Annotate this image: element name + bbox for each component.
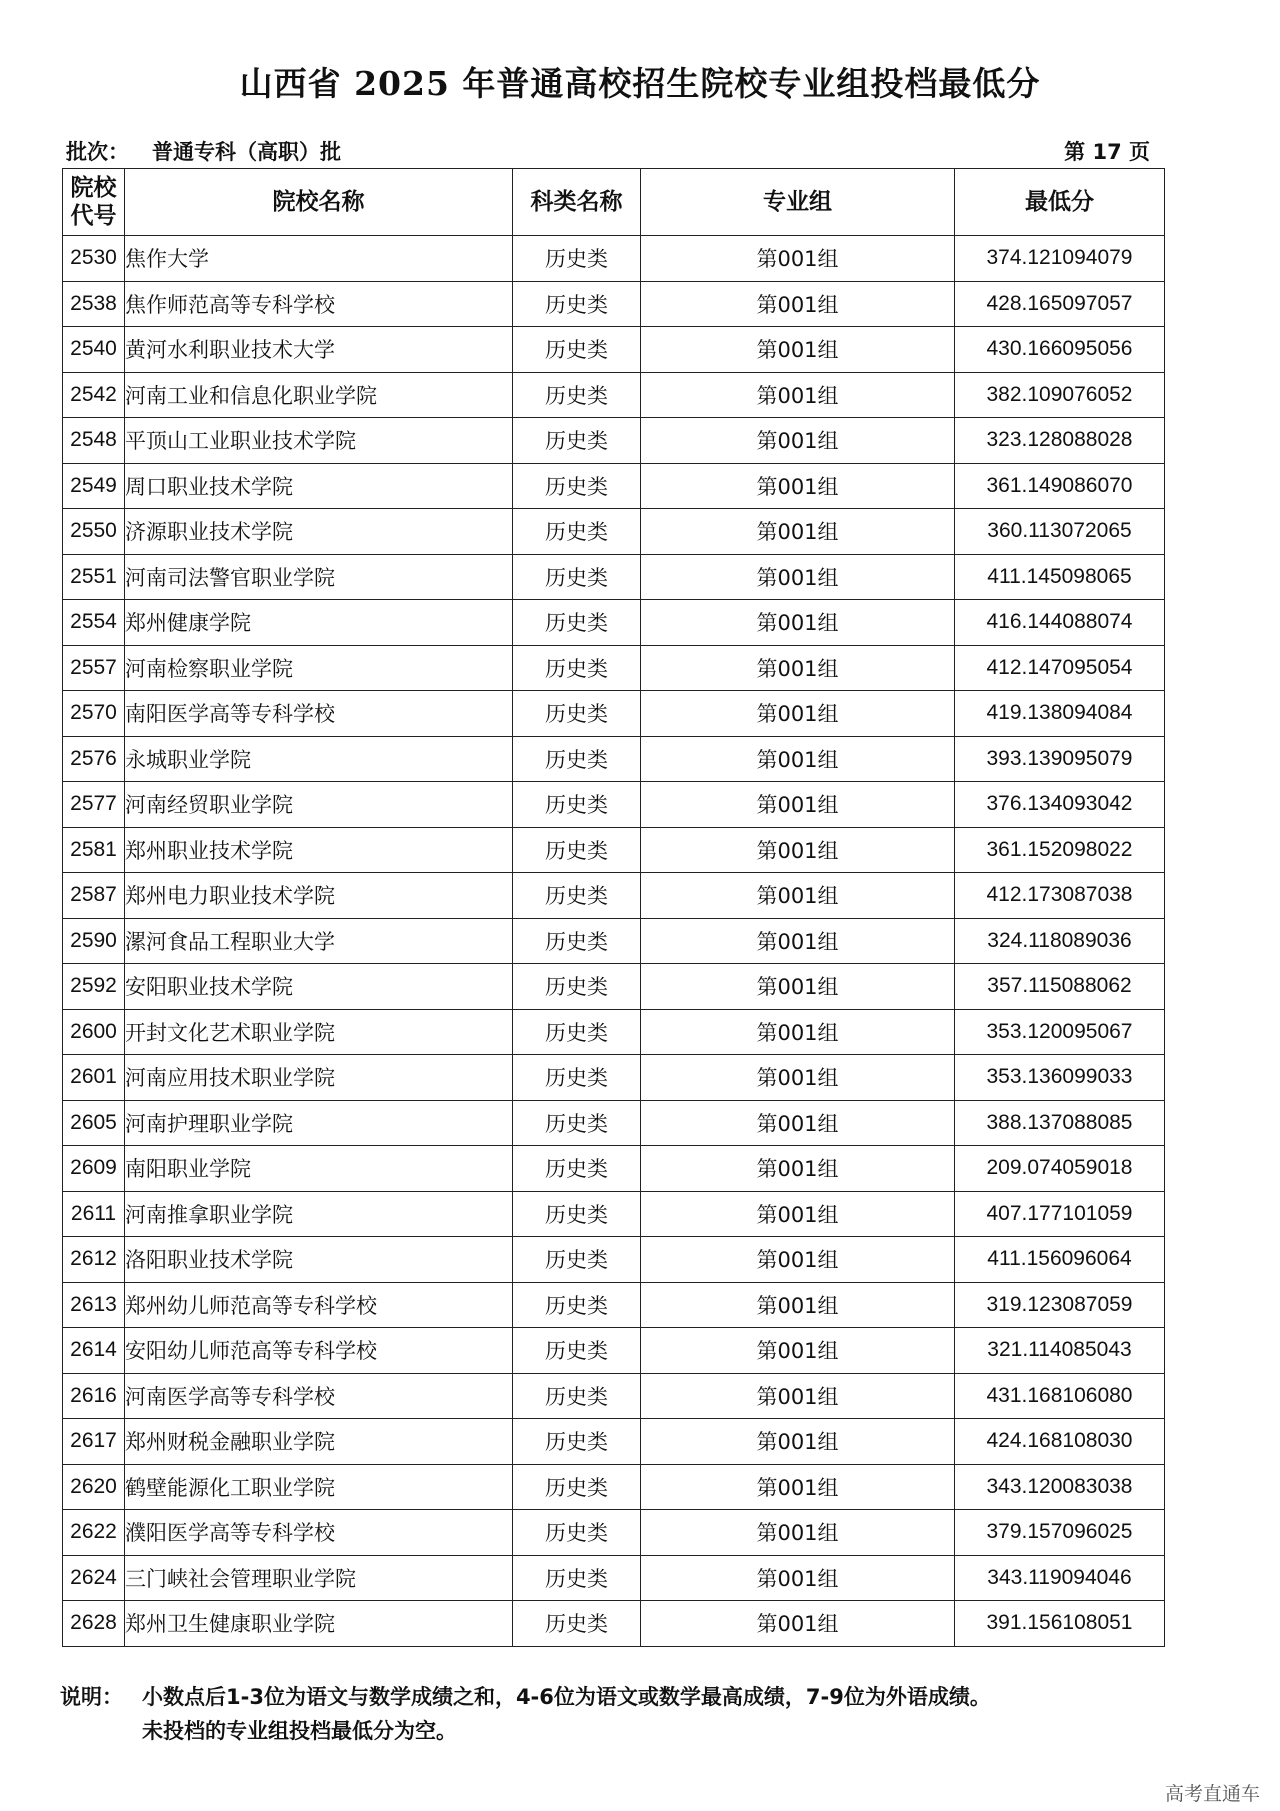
cell-name: 郑州财税金融职业学院 — [125, 1419, 513, 1465]
cell-code: 2550 — [63, 509, 125, 555]
table-row — [63, 554, 1165, 600]
cell-name: 黄河水利职业技术大学 — [125, 327, 513, 373]
cell-subject: 历史类 — [513, 1555, 641, 1601]
header-name: 院校名称 — [125, 169, 513, 236]
cell-code: 2530 — [63, 236, 125, 282]
cell-subject: 历史类 — [513, 463, 641, 509]
table-row — [63, 509, 1165, 555]
cell-score: 416.144088074 — [955, 600, 1165, 646]
table-body — [63, 236, 1165, 1647]
cell-group: 第001组 — [641, 418, 955, 464]
page-title: 山西省 2025 年普通高校招生院校专业组投档最低分 — [239, 64, 1041, 103]
cell-score: 407.177101059 — [955, 1191, 1165, 1237]
notes-line1: 小数点后1-3位为语文与数学成绩之和，4-6位为语文或数学最高成绩，7-9位为外语成绩。 — [142, 1685, 991, 1709]
page-number: 第 17 页 — [1064, 140, 1150, 164]
watermark: 高考直通车 — [1164, 1783, 1260, 1805]
cell-group: 第001组 — [641, 509, 955, 555]
cell-subject: 历史类 — [513, 964, 641, 1010]
table-row — [63, 372, 1165, 418]
cell-code: 2617 — [63, 1419, 125, 1465]
cell-name: 河南推拿职业学院 — [125, 1191, 513, 1237]
cell-code: 2570 — [63, 691, 125, 737]
cell-score: 209.074059018 — [955, 1146, 1165, 1192]
cell-group: 第001组 — [641, 463, 955, 509]
cell-subject: 历史类 — [513, 1055, 641, 1101]
cell-score: 412.147095054 — [955, 645, 1165, 691]
table-row — [63, 1282, 1165, 1328]
cell-group: 第001组 — [641, 918, 955, 964]
cell-subject: 历史类 — [513, 1328, 641, 1374]
cell-score: 357.115088062 — [955, 964, 1165, 1010]
cell-code: 2620 — [63, 1464, 125, 1510]
cell-name: 河南经贸职业学院 — [125, 782, 513, 828]
cell-group: 第001组 — [641, 827, 955, 873]
table-row — [63, 418, 1165, 464]
cell-group: 第001组 — [641, 600, 955, 646]
header-score: 最低分 — [955, 169, 1165, 236]
notes-label: 说明： — [60, 1685, 123, 1709]
cell-group: 第001组 — [641, 1282, 955, 1328]
cell-code: 2592 — [63, 964, 125, 1010]
table-row — [63, 827, 1165, 873]
cell-score: 411.156096064 — [955, 1237, 1165, 1283]
cell-group: 第001组 — [641, 281, 955, 327]
table-row — [63, 918, 1165, 964]
cell-code: 2548 — [63, 418, 125, 464]
cell-score: 391.156108051 — [955, 1601, 1165, 1647]
cell-code: 2551 — [63, 554, 125, 600]
cell-score: 382.109076052 — [955, 372, 1165, 418]
header-subject: 科类名称 — [513, 169, 641, 236]
table-row — [63, 281, 1165, 327]
cell-code: 2611 — [63, 1191, 125, 1237]
cell-subject: 历史类 — [513, 1146, 641, 1192]
table-row — [63, 691, 1165, 737]
cell-score: 419.138094084 — [955, 691, 1165, 737]
cell-group: 第001组 — [641, 645, 955, 691]
cell-group: 第001组 — [641, 1464, 955, 1510]
cell-code: 2590 — [63, 918, 125, 964]
cell-name: 南阳医学高等专科学校 — [125, 691, 513, 737]
cell-group: 第001组 — [641, 372, 955, 418]
cell-subject: 历史类 — [513, 327, 641, 373]
cell-score: 321.114085043 — [955, 1328, 1165, 1374]
cell-subject: 历史类 — [513, 372, 641, 418]
cell-name: 永城职业学院 — [125, 736, 513, 782]
cell-group: 第001组 — [641, 1328, 955, 1374]
cell-name: 焦作大学 — [125, 236, 513, 282]
cell-score: 424.168108030 — [955, 1419, 1165, 1465]
cell-score: 361.149086070 — [955, 463, 1165, 509]
cell-name: 濮阳医学高等专科学校 — [125, 1510, 513, 1556]
cell-name: 南阳职业学院 — [125, 1146, 513, 1192]
cell-group: 第001组 — [641, 1055, 955, 1101]
cell-group: 第001组 — [641, 1191, 955, 1237]
cell-name: 河南护理职业学院 — [125, 1100, 513, 1146]
cell-code: 2614 — [63, 1328, 125, 1374]
cell-subject: 历史类 — [513, 418, 641, 464]
cell-subject: 历史类 — [513, 873, 641, 919]
header-group: 专业组 — [641, 169, 955, 236]
cell-code: 2554 — [63, 600, 125, 646]
table-row — [63, 1555, 1165, 1601]
table-row — [63, 873, 1165, 919]
cell-code: 2542 — [63, 372, 125, 418]
table-row — [63, 1055, 1165, 1101]
cell-name: 河南检察职业学院 — [125, 645, 513, 691]
cell-group: 第001组 — [641, 873, 955, 919]
cell-code: 2576 — [63, 736, 125, 782]
table-row — [63, 1510, 1165, 1556]
cell-code: 2540 — [63, 327, 125, 373]
cell-code: 2624 — [63, 1555, 125, 1601]
cell-name: 安阳职业技术学院 — [125, 964, 513, 1010]
cell-name: 河南医学高等专科学校 — [125, 1373, 513, 1419]
cell-group: 第001组 — [641, 1601, 955, 1647]
cell-group: 第001组 — [641, 1100, 955, 1146]
table-row — [63, 327, 1165, 373]
cell-score: 388.137088085 — [955, 1100, 1165, 1146]
cell-code: 2628 — [63, 1601, 125, 1647]
cell-group: 第001组 — [641, 1146, 955, 1192]
cell-subject: 历史类 — [513, 281, 641, 327]
cell-score: 376.134093042 — [955, 782, 1165, 828]
table-row — [63, 964, 1165, 1010]
cell-group: 第001组 — [641, 691, 955, 737]
cell-name: 焦作师范高等专科学校 — [125, 281, 513, 327]
cell-score: 393.139095079 — [955, 736, 1165, 782]
cell-subject: 历史类 — [513, 236, 641, 282]
cell-group: 第001组 — [641, 1510, 955, 1556]
cell-code: 2605 — [63, 1100, 125, 1146]
cell-name: 洛阳职业技术学院 — [125, 1237, 513, 1283]
table-row — [63, 1373, 1165, 1419]
table-row — [63, 1191, 1165, 1237]
cell-name: 漯河食品工程职业大学 — [125, 918, 513, 964]
cell-subject: 历史类 — [513, 600, 641, 646]
cell-code: 2581 — [63, 827, 125, 873]
cell-name: 郑州职业技术学院 — [125, 827, 513, 873]
cell-subject: 历史类 — [513, 691, 641, 737]
batch-value: 普通专科（高职）批 — [152, 140, 341, 164]
cell-score: 360.113072065 — [955, 509, 1165, 555]
cell-group: 第001组 — [641, 1009, 955, 1055]
cell-score: 343.119094046 — [955, 1555, 1165, 1601]
cell-code: 2601 — [63, 1055, 125, 1101]
cell-code: 2538 — [63, 281, 125, 327]
cell-group: 第001组 — [641, 1373, 955, 1419]
table-row — [63, 463, 1165, 509]
cell-subject: 历史类 — [513, 1191, 641, 1237]
cell-score: 431.168106080 — [955, 1373, 1165, 1419]
cell-subject: 历史类 — [513, 509, 641, 555]
table-row — [63, 1419, 1165, 1465]
cell-score: 319.123087059 — [955, 1282, 1165, 1328]
cell-score: 411.145098065 — [955, 554, 1165, 600]
cell-code: 2600 — [63, 1009, 125, 1055]
cell-code: 2587 — [63, 873, 125, 919]
cell-group: 第001组 — [641, 782, 955, 828]
cell-group: 第001组 — [641, 1555, 955, 1601]
cell-score: 343.120083038 — [955, 1464, 1165, 1510]
table-row — [63, 600, 1165, 646]
cell-name: 三门峡社会管理职业学院 — [125, 1555, 513, 1601]
cell-group: 第001组 — [641, 1419, 955, 1465]
cell-score: 374.121094079 — [955, 236, 1165, 282]
cell-subject: 历史类 — [513, 1510, 641, 1556]
cell-name: 开封文化艺术职业学院 — [125, 1009, 513, 1055]
cell-code: 2577 — [63, 782, 125, 828]
cell-name: 河南应用技术职业学院 — [125, 1055, 513, 1101]
cell-name: 郑州健康学院 — [125, 600, 513, 646]
header-code — [63, 169, 125, 236]
cell-code: 2609 — [63, 1146, 125, 1192]
cell-subject: 历史类 — [513, 554, 641, 600]
cell-group: 第001组 — [641, 736, 955, 782]
cell-name: 周口职业技术学院 — [125, 463, 513, 509]
header-code-line1: 院校 — [70, 175, 117, 201]
table-row — [63, 1237, 1165, 1283]
table-row — [63, 1328, 1165, 1374]
cell-code: 2613 — [63, 1282, 125, 1328]
cell-subject: 历史类 — [513, 1100, 641, 1146]
cell-score: 428.165097057 — [955, 281, 1165, 327]
notes-line2: 未投档的专业组投档最低分为空。 — [142, 1719, 457, 1743]
score-table — [62, 168, 1165, 1647]
cell-name: 郑州电力职业技术学院 — [125, 873, 513, 919]
cell-score: 430.166095056 — [955, 327, 1165, 373]
cell-code: 2612 — [63, 1237, 125, 1283]
cell-code: 2616 — [63, 1373, 125, 1419]
table-row — [63, 236, 1165, 282]
table-row — [63, 1009, 1165, 1055]
cell-subject: 历史类 — [513, 1464, 641, 1510]
cell-subject: 历史类 — [513, 645, 641, 691]
cell-subject: 历史类 — [513, 1601, 641, 1647]
table-row — [63, 1464, 1165, 1510]
cell-score: 379.157096025 — [955, 1510, 1165, 1556]
table-row — [63, 645, 1165, 691]
batch-label: 批次： — [66, 140, 129, 164]
cell-score: 324.118089036 — [955, 918, 1165, 964]
cell-subject: 历史类 — [513, 1419, 641, 1465]
cell-score: 361.152098022 — [955, 827, 1165, 873]
cell-code: 2549 — [63, 463, 125, 509]
cell-name: 郑州幼儿师范高等专科学校 — [125, 1282, 513, 1328]
cell-name: 济源职业技术学院 — [125, 509, 513, 555]
cell-subject: 历史类 — [513, 782, 641, 828]
header-code-line2: 代号 — [70, 203, 117, 229]
cell-name: 河南工业和信息化职业学院 — [125, 372, 513, 418]
cell-code: 2622 — [63, 1510, 125, 1556]
table-row — [63, 1146, 1165, 1192]
cell-code: 2557 — [63, 645, 125, 691]
cell-name: 平顶山工业职业技术学院 — [125, 418, 513, 464]
cell-subject: 历史类 — [513, 918, 641, 964]
cell-subject: 历史类 — [513, 1282, 641, 1328]
table-header-row — [63, 169, 1165, 236]
table-row — [63, 1100, 1165, 1146]
cell-subject: 历史类 — [513, 1373, 641, 1419]
cell-name: 河南司法警官职业学院 — [125, 554, 513, 600]
cell-name: 安阳幼儿师范高等专科学校 — [125, 1328, 513, 1374]
cell-subject: 历史类 — [513, 1009, 641, 1055]
cell-subject: 历史类 — [513, 736, 641, 782]
table-row — [63, 1601, 1165, 1647]
cell-group: 第001组 — [641, 554, 955, 600]
table-row — [63, 736, 1165, 782]
cell-score: 412.173087038 — [955, 873, 1165, 919]
cell-group: 第001组 — [641, 964, 955, 1010]
cell-group: 第001组 — [641, 1237, 955, 1283]
cell-score: 353.120095067 — [955, 1009, 1165, 1055]
cell-score: 323.128088028 — [955, 418, 1165, 464]
cell-score: 353.136099033 — [955, 1055, 1165, 1101]
cell-name: 郑州卫生健康职业学院 — [125, 1601, 513, 1647]
cell-name: 鹤壁能源化工职业学院 — [125, 1464, 513, 1510]
cell-subject: 历史类 — [513, 1237, 641, 1283]
table-row — [63, 782, 1165, 828]
cell-subject: 历史类 — [513, 827, 641, 873]
cell-group: 第001组 — [641, 327, 955, 373]
cell-group: 第001组 — [641, 236, 955, 282]
